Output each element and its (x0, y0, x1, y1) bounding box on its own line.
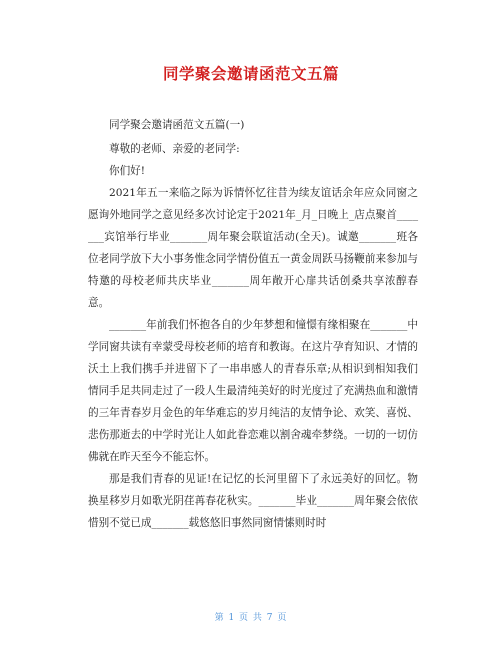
body-paragraph-1: 2021年五一来临之际为诉情怀忆往昔为续友谊话余年应众同窗之愿询外地同学之意见经多次讨论定于2021年_月_日晚上_店点聚首_______宾馆举行毕业_______周年聚会联谊活动(全天)。诚邀_______班各位老同学放下大小事务惟念同学情份值五一黄金周跃马扬鞭前来参加与特邀的母校老师共庆毕业_______周年敞开心扉共话创桑共享浓醇春意。 (88, 187, 418, 309)
page-number-footer: 第 1 页 共 7 页 (214, 613, 288, 623)
body-paragraph-3: 那是我们青春的见证!在记忆的长河里留下了永远美好的回忆。物换星移岁月如歌光阴荏苒春花秋实。_______毕业_______周年聚会依依惜别不觉已成_______载悠悠旧事然同窗情愫则时时 (88, 473, 418, 529)
document-title: 同学聚会邀请函范文五篇 (162, 65, 339, 83)
section-heading: 同学聚会邀请函范文五篇(一) (109, 119, 245, 131)
salutation: 尊敬的老师、亲爱的老同学: (109, 143, 240, 155)
document-body (88, 114, 418, 534)
body-paragraph-2: _______年前我们怀抱各自的少年梦想和憧憬有缘相聚在_______中学同窗共读有幸蒙受母校老师的培育和教诲。在这片孕育知识、才情的沃土上我们携手并进留下了一串串感人的青春乐章;从相识到相知我们情同手足共同走过了一段人生最清纯美好的时光度过了充满热血和激情的三年青春岁月金色的年华难忘的岁月纯洁的友情争论、欢笑、喜悦、悲伤那逝去的中学时光让人如此眷恋难以割舍魂牵梦绕。一切的一切仿佛就在昨天至今不能忘怀。 (88, 319, 418, 463)
greeting: 你们好! (109, 165, 146, 177)
